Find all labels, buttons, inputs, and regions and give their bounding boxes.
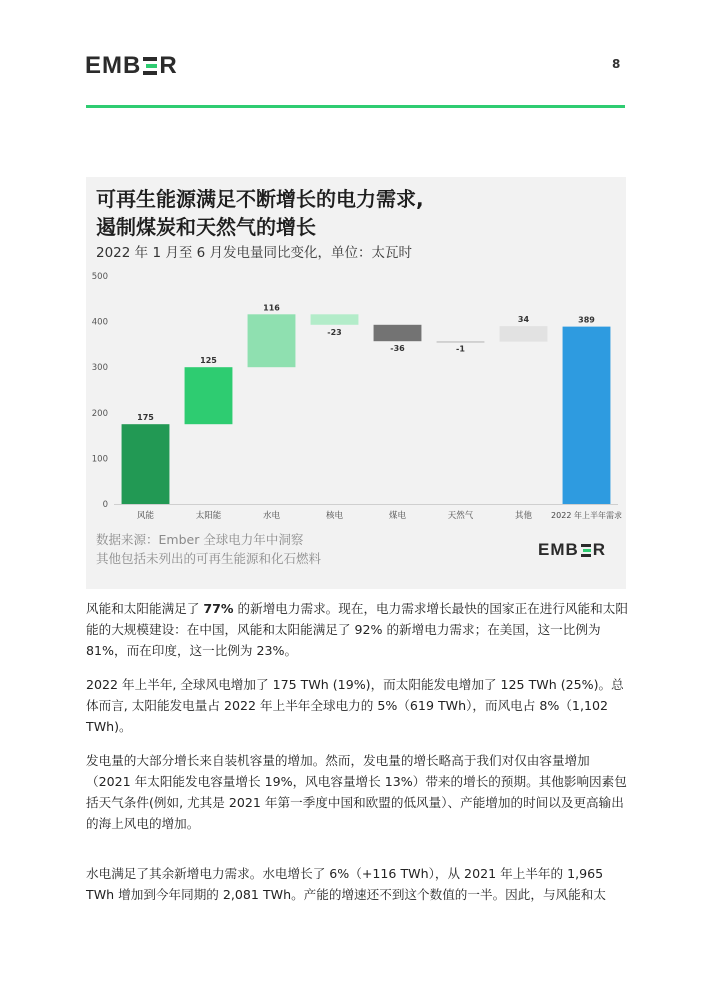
- logo-text-right: R: [159, 52, 178, 79]
- data-label: -1: [456, 344, 465, 354]
- chart-source: [96, 530, 321, 568]
- bar-1: [122, 424, 170, 504]
- x-tick-label: 煤电: [388, 511, 407, 521]
- x-tick-label: 水电: [262, 511, 281, 521]
- data-label: 34: [517, 315, 530, 325]
- bar-8: [563, 327, 611, 504]
- data-label: 125: [200, 356, 217, 366]
- chart-logo-e-glyph: [581, 544, 591, 557]
- bar-4: [311, 314, 359, 324]
- source-line2: 其他包括未列出的可再生能源和化石燃料: [96, 551, 322, 566]
- x-tick-label: 核电: [325, 511, 344, 521]
- paragraph-1: [86, 598, 631, 661]
- paragraph-2: 2022 年上半年, 全球风电增加了 175 TWh (19%)，而太阳能发电增加了 125 TWh (25%)。总体而言, 太阳能发电量占 2022 年上半年全球电力的 5%（619 TWh），而风电占 8%（1,102 TWh)。: [86, 677, 624, 734]
- y-tick-label: 200: [91, 408, 108, 419]
- x-tick-label: 其他: [514, 511, 533, 521]
- chart-logo-text-right: R: [592, 540, 607, 559]
- waterfall-chart: [86, 263, 626, 525]
- y-tick-label: 300: [91, 363, 108, 374]
- data-label: 175: [137, 413, 154, 423]
- chart-logo-text-left: EMB: [538, 540, 579, 559]
- logo-e-glyph: [143, 57, 157, 75]
- source-line1: 数据来源：Ember 全球电力年中洞察: [96, 532, 304, 547]
- paragraph-4: 水电满足了其余新增电力需求。水电增长了 6%（+116 TWh），从 2021 年上半年的 1,965 TWh 增加到今年同期的 2,081 TWh。产能的增速还不到这个数值的一半。因此，与风能和太: [86, 866, 606, 902]
- chart-ember-logo: [538, 540, 606, 560]
- bar-3: [248, 314, 296, 367]
- data-label: -23: [327, 327, 342, 337]
- page-number: 8: [612, 57, 621, 71]
- data-label: -36: [390, 344, 405, 354]
- chart-card: [86, 177, 626, 589]
- y-tick-label: 500: [91, 272, 108, 282]
- y-tick-label: 400: [91, 317, 108, 328]
- x-tick-label: 天然气: [447, 511, 474, 521]
- header-divider: [86, 105, 625, 108]
- bar-7: [500, 326, 548, 342]
- paragraph-1-highlight: 77%: [203, 601, 234, 616]
- paragraph-1-end: 的新增电力需求。现在，电力需求增长最快的国家正在进行风能和太阳能的大规模建设：在中国，风能和太阳能满足了 92% 的新增电力需求；在美国，这一比例为 81%，而在印度，这一比例为 23%。: [86, 601, 628, 658]
- chart-title: [96, 185, 616, 241]
- x-tick-label: 风能: [136, 511, 155, 521]
- bar-2: [185, 367, 233, 424]
- chart-title-line1: 可再生能源满足不断增长的电力需求,: [96, 187, 424, 211]
- data-label: 116: [263, 303, 280, 313]
- ember-logo: [85, 52, 178, 80]
- bar-6: [437, 341, 485, 343]
- y-tick-label: 100: [91, 454, 108, 465]
- logo-text-left: EMB: [85, 52, 142, 79]
- x-tick-label: 2022 年上半年需求: [551, 511, 622, 520]
- paragraph-3: 发电量的大部分增长来自装机容量的增加。然而，发电量的增长略高于我们对仅由容量增加（2021 年太阳能发电容量增长 19%，风电容量增长 13%）带来的增长的预期。其他影响因素包括天气条件(例如, 尤其是 2021 年第一季度中国和欧盟的低风量）、产能增加的时间以及更高输出的海上风电的增加。: [86, 753, 627, 831]
- chart-subtitle: 2022 年 1 月至 6 月发电量同比变化，单位：太瓦时: [96, 245, 412, 261]
- data-label: 389: [578, 315, 595, 325]
- bar-5: [374, 325, 422, 341]
- chart-title-line2: 遏制煤炭和天然气的增长: [96, 215, 316, 239]
- x-tick-label: 太阳能: [195, 511, 222, 521]
- y-tick-label: 0: [102, 500, 108, 510]
- paragraph-1-start: 风能和太阳能满足了: [86, 601, 204, 616]
